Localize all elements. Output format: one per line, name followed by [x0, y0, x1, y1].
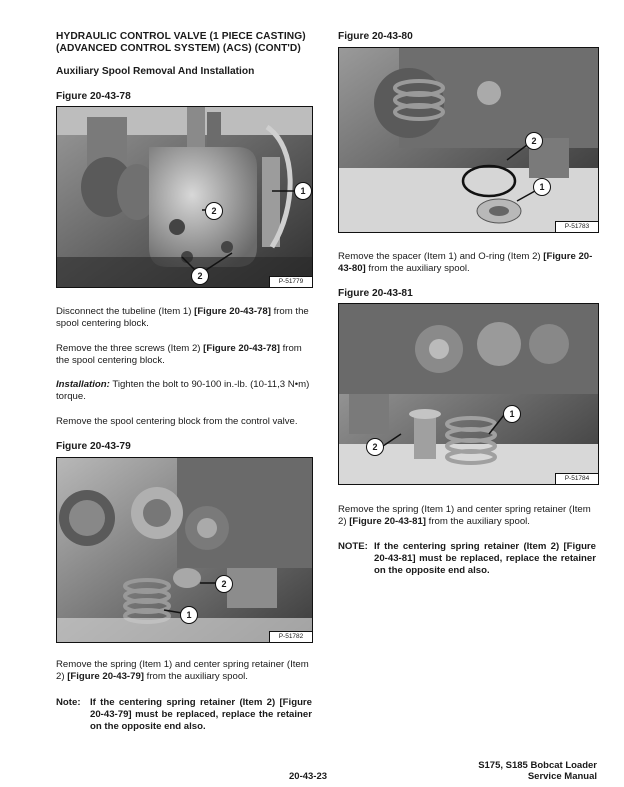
valve-photo-81	[339, 304, 598, 484]
paragraph-remove-spacer: Remove the spacer (Item 1) and O-ring (Item 2) [Figure 20-43-80] from the auxiliary spool.	[338, 251, 593, 274]
note-label: NOTE:	[338, 541, 368, 552]
paragraph-remove-screws: Remove the three screws (Item 2) [Figure 20-43-78] from the spool centering block.	[56, 343, 302, 366]
callout-1: 1	[503, 405, 521, 423]
paragraph-disconnect-tubeline: Disconnect the tubeline (Item 1) [Figure 20-43-78] from the spool centering block.	[56, 306, 309, 329]
figure-title-78: Figure 20-43-78	[56, 91, 131, 102]
section-heading-line1: HYDRAULIC CONTROL VALVE (1 PIECE CASTING)	[56, 31, 306, 42]
figure-reference: [Figure 20-43-81]	[349, 516, 426, 527]
page-number: 20-43-23	[289, 771, 328, 782]
installation-label: Installation:	[56, 379, 110, 390]
figure-20-43-78-photo	[56, 106, 313, 288]
figure-reference: [Figure 20-43-79]	[67, 671, 144, 682]
valve-photo-80	[339, 48, 598, 232]
photo-code: P-51782	[269, 631, 312, 642]
note-text: If the centering spring retainer (Item 2) [Figure 20-43-79] must be replaced, replace the retainer on the opposite end also.	[90, 697, 312, 732]
callout-2: 2	[525, 132, 543, 150]
note-text: If the centering spring retainer (Item 2) [Figure 20-43-81] must be replaced, replace the retainer on the opposite end also.	[374, 541, 596, 576]
photo-code: P-51779	[269, 276, 312, 287]
note-label: Note:	[56, 697, 81, 708]
photo-code: P-51784	[555, 473, 598, 484]
paragraph-remove-block: Remove the spool centering block from the control valve.	[56, 416, 298, 427]
figure-title-81: Figure 20-43-81	[338, 288, 413, 299]
paragraph-remove-spring-79: Remove the spring (Item 1) and center spring retainer (Item 2) [Figure 20-43-79] from the auxiliary spool.	[56, 659, 309, 682]
figure-reference: [Figure 20-43-80]	[338, 251, 593, 274]
callout-2: 2	[215, 575, 233, 593]
subheading: Auxiliary Spool Removal And Installation	[56, 66, 255, 77]
manual-title-line1: S175, S185 Bobcat Loader	[478, 760, 597, 771]
note-retainer-79	[56, 697, 312, 737]
callout-1: 1	[180, 606, 198, 624]
callout-2: 2	[205, 202, 223, 220]
figure-title-79: Figure 20-43-79	[56, 441, 131, 452]
note-retainer-81	[338, 541, 596, 581]
paragraph-remove-spring-81: Remove the spring (Item 1) and center spring retainer (Item 2) [Figure 20-43-81] from the auxiliary spool.	[338, 504, 591, 527]
figure-20-43-81-photo	[338, 303, 599, 485]
valve-photo-78	[57, 107, 312, 287]
manual-title-line2: Service Manual	[527, 771, 597, 782]
figure-reference: [Figure 20-43-78]	[203, 343, 280, 354]
figure-20-43-79-photo	[56, 457, 313, 643]
figure-20-43-80-photo	[338, 47, 599, 233]
callout-2: 2	[366, 438, 384, 456]
figure-reference: [Figure 20-43-78]	[194, 306, 271, 317]
photo-code: P-51783	[555, 221, 598, 232]
manual-title	[478, 760, 597, 782]
callout-1: 1	[533, 178, 551, 196]
callout-2: 2	[191, 267, 209, 285]
callout-1: 1	[294, 182, 312, 200]
section-heading-line2: (ADVANCED CONTROL SYSTEM) (ACS) (CONT'D)	[56, 43, 301, 54]
figure-title-80: Figure 20-43-80	[338, 31, 413, 42]
paragraph-installation-torque: Installation: Tighten the bolt to 90-100 in.-lb. (10-11,3 N•m) torque.	[56, 379, 310, 402]
